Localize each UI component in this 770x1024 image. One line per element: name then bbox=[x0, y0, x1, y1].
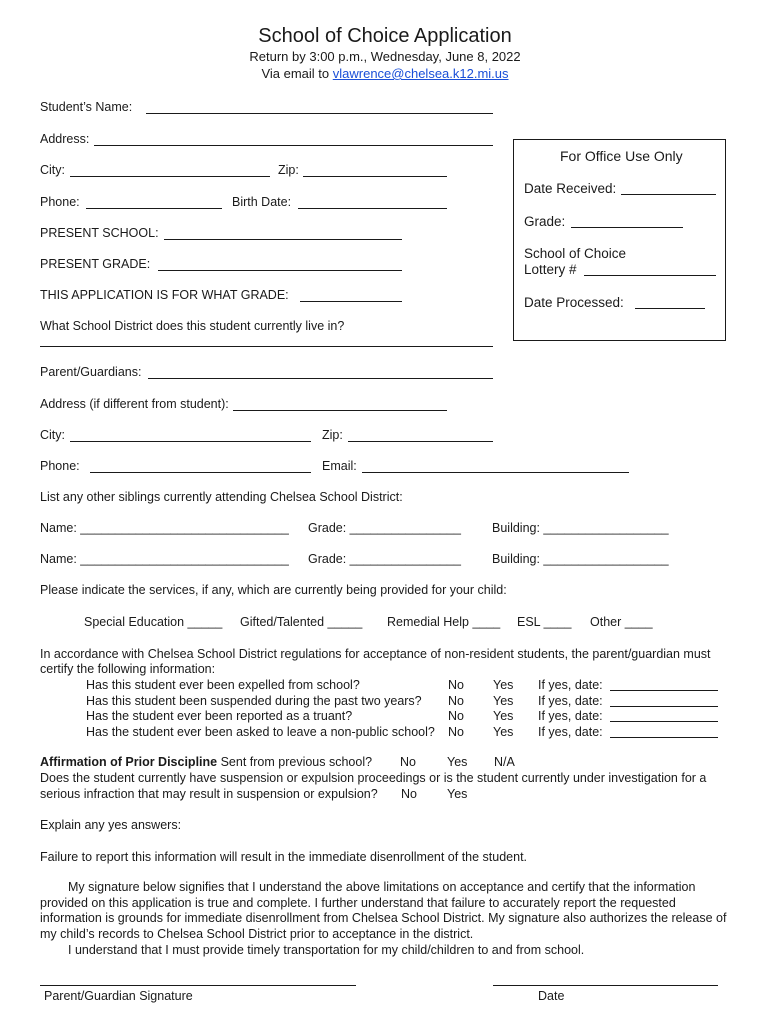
services-heading: Please indicate the services, if any, which are currently being provided for your child: bbox=[40, 583, 507, 597]
answer-yes[interactable]: Yes bbox=[493, 694, 514, 708]
discipline-question: Sent from previous school? bbox=[220, 755, 373, 769]
service-gifted-talented[interactable]: Gifted/Talented _____ bbox=[240, 615, 363, 629]
parent-city-label: City: bbox=[40, 428, 65, 442]
certify-intro-line1: In accordance with Chelsea School District regulations for acceptance of non-resident students, the parent/guardian must bbox=[40, 647, 711, 661]
student-name-field[interactable] bbox=[146, 113, 493, 114]
parent-address-label: Address (if different from student): bbox=[40, 397, 229, 411]
phone-field[interactable] bbox=[86, 208, 222, 209]
lottery-label-line1: School of Choice bbox=[524, 246, 627, 261]
parent-zip-field[interactable] bbox=[348, 441, 493, 442]
answer-yes[interactable]: Yes bbox=[493, 709, 514, 723]
email-prefix: Via email to bbox=[261, 66, 333, 81]
sibling-grade[interactable]: Grade: ________________ bbox=[308, 521, 461, 535]
birth-date-label: Birth Date: bbox=[232, 195, 292, 209]
date-processed-label: Date Processed: bbox=[524, 295, 624, 310]
service-esl[interactable]: ESL ____ bbox=[517, 615, 572, 629]
investigation-yes[interactable]: Yes bbox=[447, 787, 468, 801]
date-received-label: Date Received: bbox=[524, 181, 617, 196]
present-grade-field[interactable] bbox=[158, 270, 402, 271]
failure-notice: Failure to report this information will result in the immediate disenrollment of the student. bbox=[40, 850, 528, 864]
parent-zip-label: Zip: bbox=[322, 428, 343, 442]
office-use-box bbox=[513, 139, 726, 341]
lottery-label-line2: Lottery # bbox=[524, 262, 577, 277]
birth-date-field[interactable] bbox=[298, 208, 447, 209]
if-yes-date-label: If yes, date: bbox=[538, 678, 603, 692]
if-yes-date-field[interactable] bbox=[610, 690, 718, 691]
explain-label: Explain any yes answers: bbox=[40, 818, 182, 832]
parent-city-field[interactable] bbox=[70, 441, 311, 442]
city-label: City: bbox=[40, 163, 65, 177]
parent-guardians-label: Parent/Guardians: bbox=[40, 365, 142, 379]
district-question: What School District does this student currently live in? bbox=[40, 319, 345, 333]
discipline-yes[interactable]: Yes bbox=[447, 755, 468, 769]
parent-signature-label: Parent/Guardian Signature bbox=[44, 989, 193, 1003]
zip-label: Zip: bbox=[278, 163, 299, 177]
application-grade-label: THIS APPLICATION IS FOR WHAT GRADE: bbox=[40, 288, 289, 302]
lottery-number-field[interactable] bbox=[584, 275, 716, 276]
answer-yes[interactable]: Yes bbox=[493, 678, 514, 692]
date-received-field[interactable] bbox=[621, 194, 716, 195]
office-use-title: For Office Use Only bbox=[560, 148, 683, 164]
sibling-building[interactable]: Building: __________________ bbox=[492, 521, 669, 535]
present-grade-label: PRESENT GRADE: bbox=[40, 257, 151, 271]
present-school-label: PRESENT SCHOOL: bbox=[40, 226, 159, 240]
parent-address-field[interactable] bbox=[233, 410, 447, 411]
district-field[interactable] bbox=[40, 346, 493, 347]
city-field[interactable] bbox=[70, 176, 270, 177]
question-text: Has this student ever been expelled from school? bbox=[86, 678, 360, 692]
investigation-question-line1: Does the student currently have suspension or expulsion proceedings or is the student currently under investigation for a bbox=[40, 771, 707, 785]
if-yes-date-field[interactable] bbox=[610, 721, 718, 722]
parent-phone-field[interactable] bbox=[90, 472, 311, 473]
answer-yes[interactable]: Yes bbox=[493, 725, 514, 739]
signature-statement: My signature below signifies that I understand the above limitations on acceptance and certify that the information provided on this application is true and complete. I further understand that failure to accurately report the requested information is grounds for immediate disenrollment from Chelsea School District. My signature also authorizes the release of my child’s records to Chelsea School District prior to acceptance in the district. bbox=[40, 880, 727, 941]
signature-date-label: Date bbox=[538, 989, 565, 1003]
sibling-name[interactable]: Name: ______________________________ bbox=[40, 521, 289, 535]
sibling-name[interactable]: Name: ______________________________ bbox=[40, 552, 289, 566]
parent-email-field[interactable] bbox=[362, 472, 629, 473]
answer-no[interactable]: No bbox=[448, 694, 464, 708]
discipline-no[interactable]: No bbox=[400, 755, 416, 769]
service-remedial-help[interactable]: Remedial Help ____ bbox=[387, 615, 501, 629]
discipline-na[interactable]: N/A bbox=[494, 755, 515, 769]
certify-intro-line2: certify the following information: bbox=[40, 662, 216, 676]
parent-signature-line[interactable] bbox=[40, 985, 356, 986]
discipline-heading: Affirmation of Prior Discipline bbox=[40, 755, 218, 769]
investigation-no[interactable]: No bbox=[401, 787, 417, 801]
page-title: School of Choice Application bbox=[258, 25, 512, 47]
sibling-building[interactable]: Building: __________________ bbox=[492, 552, 669, 566]
student-name-label: Student’s Name: bbox=[40, 100, 133, 114]
service-other[interactable]: Other ____ bbox=[590, 615, 653, 629]
if-yes-date-field[interactable] bbox=[610, 706, 718, 707]
office-grade-field[interactable] bbox=[571, 227, 683, 228]
if-yes-date-field[interactable] bbox=[610, 737, 718, 738]
address-label: Address: bbox=[40, 132, 90, 146]
question-text: Has this student been suspended during the past two years? bbox=[86, 694, 422, 708]
siblings-heading: List any other siblings currently attending Chelsea School District: bbox=[40, 490, 403, 504]
office-grade-label: Grade: bbox=[524, 214, 566, 229]
parent-guardians-field[interactable] bbox=[148, 378, 493, 379]
phone-label: Phone: bbox=[40, 195, 80, 209]
investigation-question-line2: serious infraction that may result in suspension or expulsion? bbox=[40, 787, 378, 801]
application-grade-field[interactable] bbox=[300, 301, 402, 302]
discipline-row bbox=[40, 756, 372, 769]
question-text: Has the student ever been asked to leave a non-public school? bbox=[86, 725, 435, 739]
sibling-grade[interactable]: Grade: ________________ bbox=[308, 552, 461, 566]
if-yes-date-label: If yes, date: bbox=[538, 694, 603, 708]
service-special-education[interactable]: Special Education _____ bbox=[84, 615, 223, 629]
email-instruction bbox=[0, 67, 770, 80]
signature-date-line[interactable] bbox=[493, 985, 718, 986]
if-yes-date-label: If yes, date: bbox=[538, 725, 603, 739]
question-text: Has the student ever been reported as a truant? bbox=[86, 709, 353, 723]
email-link[interactable]: vlawrence@chelsea.k12.mi.us bbox=[332, 66, 509, 81]
return-deadline: Return by 3:00 p.m., Wednesday, June 8, 2022 bbox=[249, 49, 521, 64]
answer-no[interactable]: No bbox=[448, 725, 464, 739]
answer-no[interactable]: No bbox=[448, 709, 464, 723]
zip-field[interactable] bbox=[303, 176, 447, 177]
date-processed-field[interactable] bbox=[635, 308, 705, 309]
answer-no[interactable]: No bbox=[448, 678, 464, 692]
parent-email-label: Email: bbox=[322, 459, 357, 473]
transportation-statement: I understand that I must provide timely transportation for my child/children to and from school. bbox=[68, 943, 585, 957]
address-field[interactable] bbox=[94, 145, 493, 146]
if-yes-date-label: If yes, date: bbox=[538, 709, 603, 723]
parent-phone-label: Phone: bbox=[40, 459, 80, 473]
present-school-field[interactable] bbox=[164, 239, 402, 240]
